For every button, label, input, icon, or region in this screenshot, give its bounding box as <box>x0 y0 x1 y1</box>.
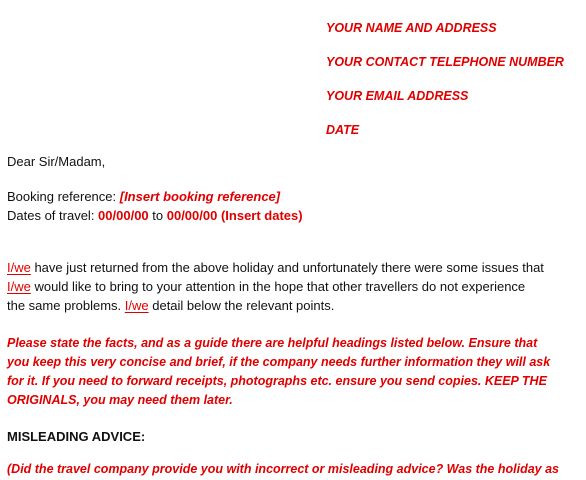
booking-reference-line <box>7 187 582 206</box>
instructions-line: you keep this very concise and brief, if the company needs further information they will ask <box>7 355 551 369</box>
dates-of-travel-label: Dates of travel: <box>7 208 99 223</box>
instructions-line: ORIGINALS, you may need them later. <box>7 393 233 407</box>
iwe-marker: I/we <box>124 298 149 313</box>
instructions-line: Please state the facts, and as a guide there are helpful headings listed below. Ensure that <box>7 336 538 350</box>
date-from: 00/00/00 <box>98 208 149 223</box>
intro-text: would like to bring to your attention in the hope that other travellers do not experience <box>30 279 526 294</box>
date-to-word: to <box>148 208 167 223</box>
booking-reference-label: Booking reference: <box>7 189 120 204</box>
iwe-marker: I/we <box>7 260 31 275</box>
intro-line-1 <box>7 258 582 277</box>
salutation: Dear Sir/Madam, <box>7 154 106 169</box>
section-heading-misleading-advice: MISLEADING ADVICE: <box>7 429 146 444</box>
sender-email: YOUR EMAIL ADDRESS <box>326 89 469 103</box>
letter-date: DATE <box>326 123 360 137</box>
section-prompt-line: (Did the travel company provide you with incorrect or misleading advice? Was the holiday as <box>7 462 559 476</box>
date-to: 00/00/00 <box>166 208 218 223</box>
iwe-marker: I/we <box>7 279 31 294</box>
intro-line-3 <box>7 296 582 315</box>
dates-of-travel-line <box>7 206 582 225</box>
section-prompt <box>7 460 582 479</box>
booking-reference-placeholder: [Insert booking reference] <box>119 189 281 204</box>
intro-paragraph <box>7 258 582 315</box>
intro-text: detail below the relevant points. <box>148 298 335 313</box>
dates-note: (Insert dates) <box>217 208 303 223</box>
intro-text: the same problems. <box>7 298 125 313</box>
sender-details <box>326 20 584 156</box>
sender-name-address: YOUR NAME AND ADDRESS <box>326 21 497 35</box>
intro-text: have just returned from the above holiday and unfortunately there were some issues that <box>30 260 544 275</box>
sender-telephone: YOUR CONTACT TELEPHONE NUMBER <box>326 55 564 69</box>
instructions-line: for it. If you need to forward receipts, photographs etc. ensure you send copies. KEEP THE <box>7 374 547 388</box>
intro-line-2 <box>7 277 582 296</box>
instructions-paragraph <box>7 334 582 410</box>
